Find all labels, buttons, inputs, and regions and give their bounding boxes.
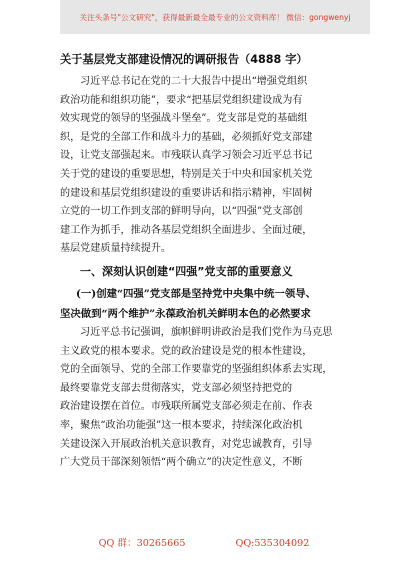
footer-qq-group: QQ 群：30265665 <box>98 538 186 549</box>
body-paragraph <box>60 324 362 473</box>
intro-paragraph <box>60 73 362 259</box>
header-banner <box>60 0 370 34</box>
text-line: 效实现党的领导的坚强战斗堡垒”。党支部是党的基础组 <box>60 113 308 125</box>
text-line: 广大党员干部深刻领悟“两个确立”的决定性意义，不断 <box>60 457 303 469</box>
subsection-heading <box>60 284 362 324</box>
heading-line: 坚决做到“两个维护”永葆政治机关鲜明本色的必然要求 <box>60 307 311 320</box>
banner-text: 关注头条号"公文研究"，获得最新最全最专业的公文资料库！ 微信：gongwenyj <box>79 12 351 22</box>
text-line: 政治功能和组织功能”，要求“把基层党组织建设成为有 <box>60 94 303 106</box>
document-title: 关于基层党支部建设情况的调研报告（4888 字） <box>60 53 308 66</box>
text-line: 关于党的建设的重要思想，特别是关于中央和国家机关党 <box>60 168 313 180</box>
text-line: 织，是党的全部工作和战斗力的基础，必须抓好党支部建 <box>60 131 313 143</box>
text-line: 建工作为抓手，推动各基层党组织全面进步、全面过硬， <box>60 224 313 236</box>
text-line: 率，聚焦“政治功能强”这一根本要求，持续深化政治机 <box>60 419 303 431</box>
text-line: 关建设深入开展政治机关意识教育，对党忠诚教育，引导 <box>60 438 313 450</box>
text-line: 最终要靠党支部去贯彻落实，党支部必须坚持把党的 <box>60 382 293 394</box>
text-line: 基层党建质量持续提升。 <box>60 243 172 255</box>
text-line: 的建设和基层党组织建设的重要讲话和指示精神，牢固树 <box>60 187 313 199</box>
text-line: 党的全面领导、党的全部工作要靠党的坚强组织体系去实现， <box>60 364 333 376</box>
footer-qq-number: QQ:535304092 <box>235 538 310 549</box>
document-body <box>60 52 362 473</box>
text-line: 政治建设摆在首位。市残联所属党支部必须走在前、作表 <box>60 401 313 413</box>
text-line: 立党的一切工作到支部的鲜明导向，以“四强”党支部创 <box>60 206 303 218</box>
footer-contact <box>0 535 408 549</box>
heading-line: (一)创建“四强”党支部是坚持党中央集中统一领导、 <box>76 287 316 300</box>
text-line: 设，让党支部强起来。市残联认真学习领会习近平总书记 <box>60 150 313 162</box>
section-heading: 一、深刻认识创建“四强”党支部的重要意义 <box>80 264 293 278</box>
text-line: 习近平总书记在党的二十大报告中提出“增强党组织 <box>80 76 308 87</box>
text-line: 习近平总书记强调，旗帜鲜明讲政治是我们党作为马克思 <box>80 326 333 338</box>
text-line: 主义政党的根本要求。党的政治建设是党的根本性建设， <box>60 345 313 357</box>
